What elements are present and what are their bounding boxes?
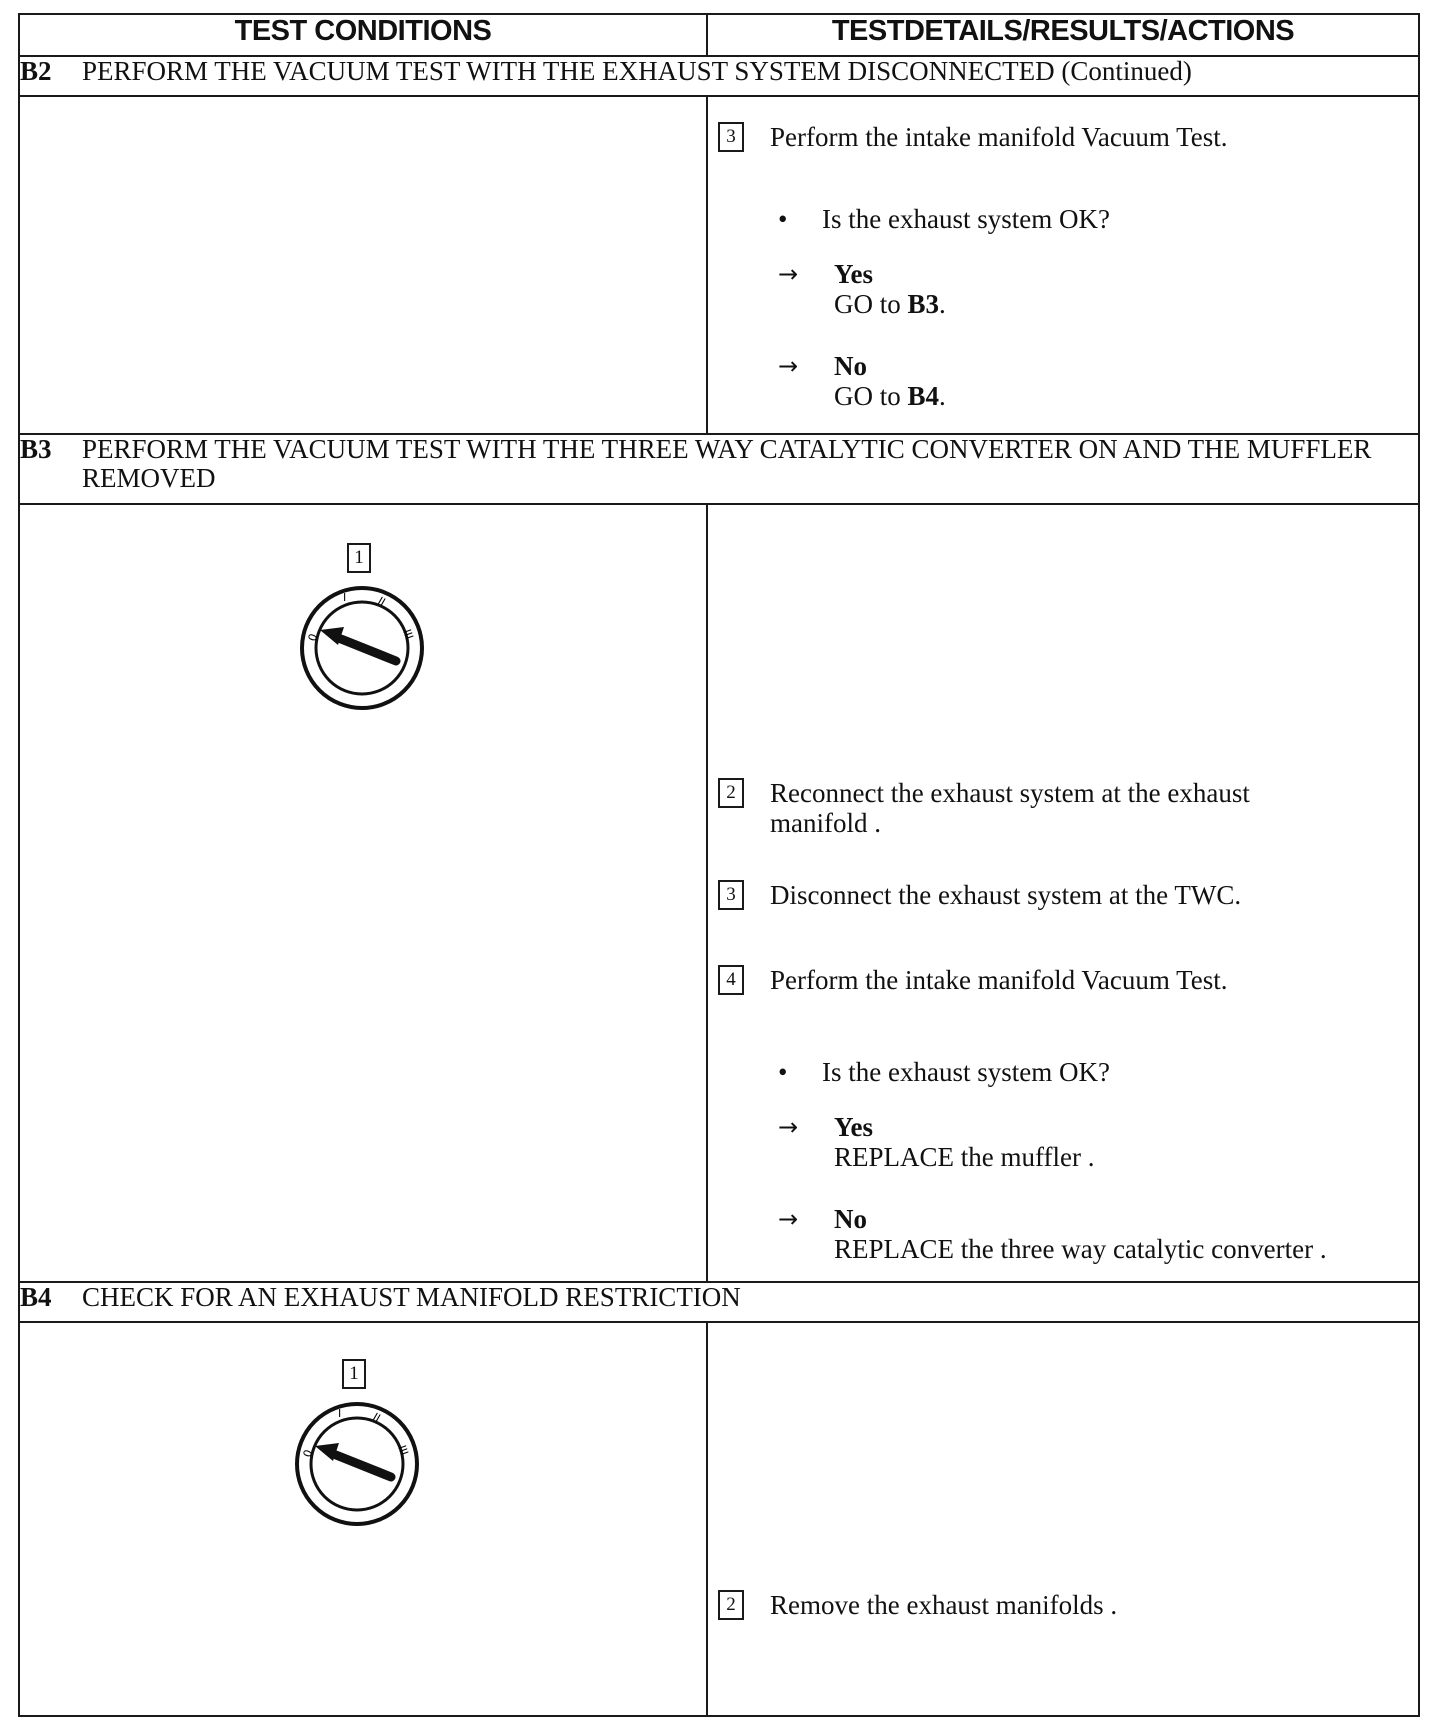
svg-text:I: I: [343, 591, 347, 604]
question-text: Is the exhaust system OK?: [822, 1057, 1110, 1087]
header-test-details: TESTDETAILS/RESULTS/ACTIONS: [707, 14, 1419, 56]
answer-no-label: No: [834, 1204, 867, 1234]
b3-step-1: [297, 543, 427, 713]
svg-text:II: II: [375, 594, 388, 609]
arrow-right-icon: →: [778, 260, 799, 288]
b2-step-3: [718, 122, 1330, 152]
section-b3-id: B3: [20, 434, 52, 464]
section-b2-header-row: [19, 56, 1419, 96]
b2-answer-no: [778, 351, 946, 411]
answer-no-action: GO to B4.: [834, 381, 946, 411]
b3-step-2: [718, 778, 1330, 838]
b3-step-3: [718, 880, 1330, 910]
ref-b3: B3: [907, 289, 940, 319]
b2-question: [778, 204, 1110, 234]
arrow-right-icon: →: [778, 352, 799, 380]
question-text: Is the exhaust system OK?: [822, 204, 1110, 234]
answer-yes-label: Yes: [834, 259, 873, 289]
step-number-box: 2: [718, 778, 744, 808]
svg-text:0: 0: [300, 1448, 316, 1460]
answer-yes-action: REPLACE the muffler .: [834, 1142, 1095, 1172]
arrow-right-icon: →: [778, 1113, 799, 1141]
bullet-icon: •: [778, 204, 788, 234]
section-b3-title: PERFORM THE VACUUM TEST WITH THE THREE WAY CATALYTIC CONVERTER ON AND THE MUFFLER REMOVED: [82, 434, 1372, 493]
section-b2-body-row: [19, 96, 1419, 434]
section-b4-id: B4: [20, 1282, 52, 1312]
svg-text:II: II: [370, 1410, 383, 1425]
section-b2-id: B2: [20, 56, 52, 86]
b3-conditions-cell: [19, 504, 707, 1282]
answer-yes-action: GO to B3.: [834, 289, 946, 319]
svg-text:I: I: [338, 1407, 342, 1420]
b4-details-cell: [707, 1322, 1419, 1716]
header-test-conditions: TEST CONDITIONS: [19, 14, 707, 56]
b3-details-cell: [707, 504, 1419, 1282]
section-b2-title: PERFORM THE VACUUM TEST WITH THE EXHAUST SYSTEM DISCONNECTED (Continued): [82, 56, 1192, 86]
svg-text:III: III: [400, 627, 416, 642]
b2-details-cell: [707, 96, 1419, 434]
bullet-icon: •: [778, 1057, 788, 1087]
section-b4-header-row: [19, 1282, 1419, 1322]
step-text: Perform the intake manifold Vacuum Test.: [770, 965, 1228, 995]
section-b3-header-row: [19, 434, 1419, 504]
step-number-box: 3: [718, 880, 744, 910]
arrow-right-icon: →: [778, 1205, 799, 1233]
b3-answer-no: [778, 1204, 1327, 1264]
step-number-box: 1: [347, 543, 371, 573]
answer-no-label: No: [834, 351, 867, 381]
ref-b4: B4: [907, 381, 940, 411]
step-text: Perform the intake manifold Vacuum Test.: [770, 122, 1228, 152]
ignition-key-dial-icon: [297, 583, 427, 713]
step-text: Remove the exhaust manifolds .: [770, 1590, 1118, 1620]
diagnostic-test-table: [18, 13, 1420, 1717]
column-header-row: [19, 14, 1419, 56]
b4-step-2: [718, 1590, 1330, 1620]
ignition-key-dial-icon: [292, 1399, 422, 1529]
b3-answer-yes: [778, 1112, 1094, 1172]
b2-answer-yes: [778, 259, 946, 319]
step-text: Reconnect the exhaust system at the exhaust manifold .: [770, 778, 1250, 838]
svg-text:III: III: [395, 1443, 411, 1458]
b4-step-1: [292, 1359, 422, 1529]
step-number-box: 1: [342, 1359, 366, 1389]
section-b3-body-row: [19, 504, 1419, 1282]
section-b4-body-row: [19, 1322, 1419, 1716]
b4-conditions-cell: [19, 1322, 707, 1716]
answer-no-action: REPLACE the three way catalytic converter .: [834, 1234, 1327, 1264]
step-number-box: 2: [718, 1590, 744, 1620]
answer-yes-label: Yes: [834, 1112, 873, 1142]
svg-text:0: 0: [305, 632, 321, 644]
step-number-box: 3: [718, 122, 744, 152]
step-number-box: 4: [718, 965, 744, 995]
step-text: Disconnect the exhaust system at the TWC.: [770, 880, 1242, 910]
section-b4-title: CHECK FOR AN EXHAUST MANIFOLD RESTRICTION: [82, 1282, 741, 1312]
b2-conditions-cell: [19, 96, 707, 434]
b3-question: [778, 1057, 1110, 1087]
b3-step-4: [718, 965, 1330, 995]
